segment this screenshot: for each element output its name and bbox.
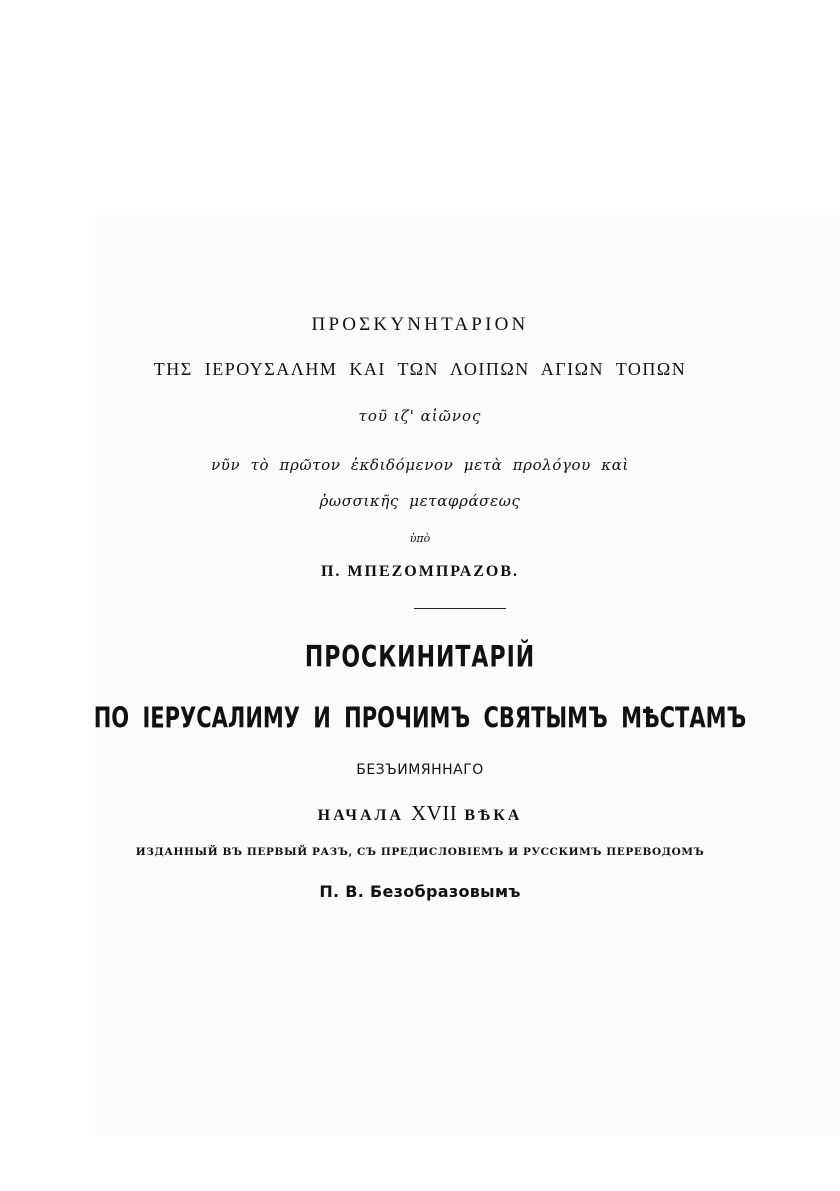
century-suffix: ВѢКА	[464, 807, 523, 824]
russian-translator: П. В. Безобразовымъ	[319, 882, 521, 901]
century-roman-numeral: XVII	[410, 801, 458, 825]
russian-published: ИЗДАННЫЙ ВЪ ПЕРВЫЙ РАЗЪ, СЪ ПРЕДИСЛОВІЕМЪ И РУССКИМЪ ПЕРЕВОДОМЪ	[135, 846, 705, 858]
greek-subtitle: ΤΗΣ ΙΕΡΟΥΣΑΛΗΜ ΚΑΙ ΤΩΝ ΛΟΙΠΩΝ ΑΓΙΩΝ ΤΟΠΩΝ	[153, 359, 687, 379]
page-background	[95, 215, 840, 1135]
greek-edition-line-1: νῦν τὸ πρῶτον ἐκδιδόμενον μετὰ προλόγου καὶ	[211, 456, 629, 474]
russian-title: ПРОСКИНИТАРІЙ	[304, 640, 536, 675]
greek-century: τοῦ ιζ' αἰῶνος	[358, 407, 482, 425]
russian-century	[0, 801, 840, 826]
greek-edition-line-2: ῥωσσικῆς μεταφράσεως	[319, 492, 521, 510]
russian-subtitle: ПО ІЕРУСАЛИМУ И ПРОЧИМЪ СВЯТЫМЪ МѢСТАМЪ	[93, 701, 747, 735]
greek-by: ὑπὸ	[409, 532, 431, 545]
greek-title: ΠΡΟΣΚΥΝΗΤΑΡΙΟΝ	[311, 314, 529, 335]
russian-anonymous: БЕЗЪИМЯННАГО	[356, 762, 484, 778]
century-prefix: НАЧАЛА	[317, 807, 404, 824]
section-divider	[414, 608, 506, 609]
greek-author: Π. ΜΠΕΖΟΜΠΡΑΖΟΒ.	[320, 563, 520, 580]
